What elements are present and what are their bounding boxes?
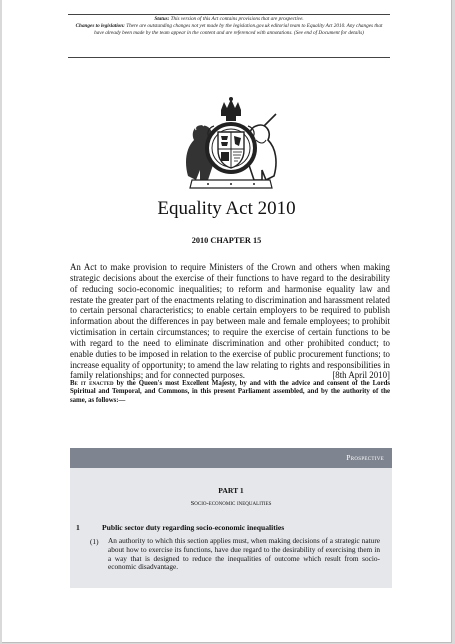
part-subtitle: Socio-economic inequalities — [190, 500, 272, 507]
status-note — [68, 14, 390, 58]
subsection-text: An authority to which this section applies must, when making decisions of a strategic nature about how to exercise its functions, have due regard to the desirability of exercising them in a way that is designed to reduce the inequalities of outcome which result from socio-economic disadvantage. — [108, 536, 380, 572]
status-label: Status: — [154, 16, 170, 22]
enacting-lead: Be it enacted — [70, 380, 114, 387]
section-number: 1 — [76, 523, 80, 532]
long-title — [70, 262, 390, 381]
changes-label: Changes to legislation: — [75, 23, 125, 29]
prospective-content — [70, 468, 392, 588]
changes-text: There are outstanding changes not yet made by the legislation.gov.uk editorial team to Equality Act 2010. Any changes that have already been made by the team appear in the content and are referenced with annotations. (See end of Document for details) — [94, 23, 383, 36]
section-title: Public sector duty regarding socio-economic inequalities — [102, 523, 285, 532]
subsection-number: (1) — [90, 537, 99, 546]
prospective-label: Prospective — [346, 454, 384, 462]
part-heading: PART 1 — [218, 486, 244, 495]
royal-coat-of-arms — [178, 96, 284, 192]
status-text: This version of this Act contains provisions that are prospective. — [170, 16, 304, 22]
long-title-text: An Act to make provision to require Ministers of the Crown and others when making strategic decisions about the exercise of their functions to have regard to the desirability of reducing socio-economic inequalities; to reform and harmonise equality law and restate the greater part of the enactments relating to discrimination and harassment related to certain personal characteristics; to enable certain employers to be required to publish information about the differences in pay between male and female employees; to prohibit victimisation in certain circumstances; to require the exercise of certain functions to be with regard to the need to eliminate discrimination and other prohibited conduct; to enable duties to be imposed in relation to the exercise of public procurement functions; to increase equality of opportunity; to amend the law relating to rights and responsibilities in family relationships; and for connected purposes. — [70, 262, 390, 381]
act-title: Equality Act 2010 — [157, 198, 296, 219]
enacting-formula — [70, 380, 390, 405]
document-page — [2, 0, 452, 643]
royal-assent-date: [8th April 2010] — [332, 370, 390, 381]
enacting-text: by the Queen's most Excellent Majesty, by and with the advice and consent of the Lords Spiritual and Temporal, and Commons, in this present Parliament assembled, and by the authority of the same, as follows:— — [70, 380, 391, 404]
chapter-reference: 2010 CHAPTER 15 — [191, 236, 262, 245]
prospective-banner — [70, 448, 392, 468]
